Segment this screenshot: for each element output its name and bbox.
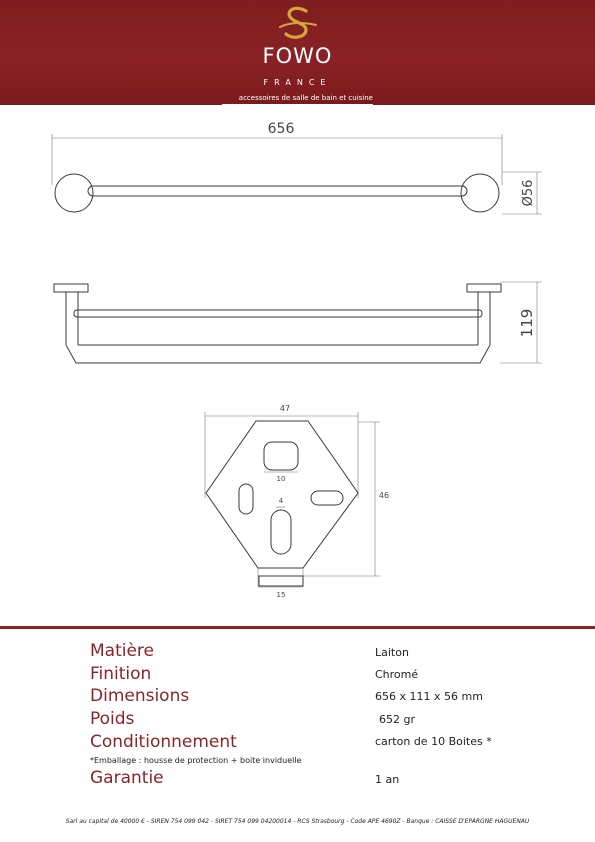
right-mount-plate <box>467 284 501 292</box>
bracket-base <box>259 576 303 586</box>
right-screw-hole <box>311 491 343 505</box>
brand-tagline: accessoires de salle de bain et cuisine <box>238 94 373 102</box>
left-mount-plate <box>54 284 88 292</box>
dim-label-diameter: Ø56 <box>521 179 536 207</box>
left-rosette <box>55 174 93 212</box>
bracket-slot <box>264 442 298 470</box>
section-divider <box>0 626 595 629</box>
dim-label-hole: 4 <box>278 497 284 505</box>
dim-label-slot: 10 <box>276 475 286 483</box>
left-screw-hole <box>239 484 253 514</box>
spec-label-material: Matière <box>90 641 155 661</box>
spec-value-warranty: 1 an <box>375 773 400 786</box>
header-banner <box>0 0 595 105</box>
dim-label-height: 119 <box>518 308 536 338</box>
spec-label-finish: Finition <box>90 664 152 684</box>
company-legal-footer: Sarl au capital de 40000 € - SIREN 754 099 042 - SIRET 754 099 04200014 - RCS Strasbourg - Code APE 4690Z - Banque : CAISSE D'EPARGNE HAGUENAU <box>65 818 530 825</box>
bracket-outline <box>206 421 358 568</box>
bar-bottom-profile <box>66 345 490 363</box>
technical-drawing <box>0 105 595 625</box>
spec-value-weight: 652 gr <box>379 713 415 726</box>
bottom-screw-hole <box>271 510 291 554</box>
fowo-logo-icon <box>276 6 320 46</box>
spec-value-packaging: carton de 10 Boites * <box>375 735 492 748</box>
packaging-note: *Emballage : housse de protection + boite inviduelle <box>90 756 302 765</box>
spec-label-dimensions: Dimensions <box>90 686 190 706</box>
spec-value-material: Laiton <box>375 646 409 659</box>
spec-label-packaging: Conditionnement <box>90 732 237 752</box>
brand-country: FRANCE <box>263 78 332 87</box>
brand-name: FOWO <box>262 44 333 68</box>
spec-value-dimensions: 656 x 111 x 56 mm <box>375 690 483 703</box>
dim-label-bracket-width: 47 <box>279 404 291 413</box>
dim-label-length: 656 <box>267 121 295 137</box>
spec-label-weight: Poids <box>90 709 135 729</box>
towel-bar-front <box>74 310 482 317</box>
dim-label-bracket-height: 46 <box>378 491 390 500</box>
towel-bar-top <box>88 186 467 196</box>
spec-value-finish: Chromé <box>375 668 419 681</box>
dim-label-base: 15 <box>276 591 286 599</box>
spec-label-warranty: Garantie <box>90 768 164 788</box>
